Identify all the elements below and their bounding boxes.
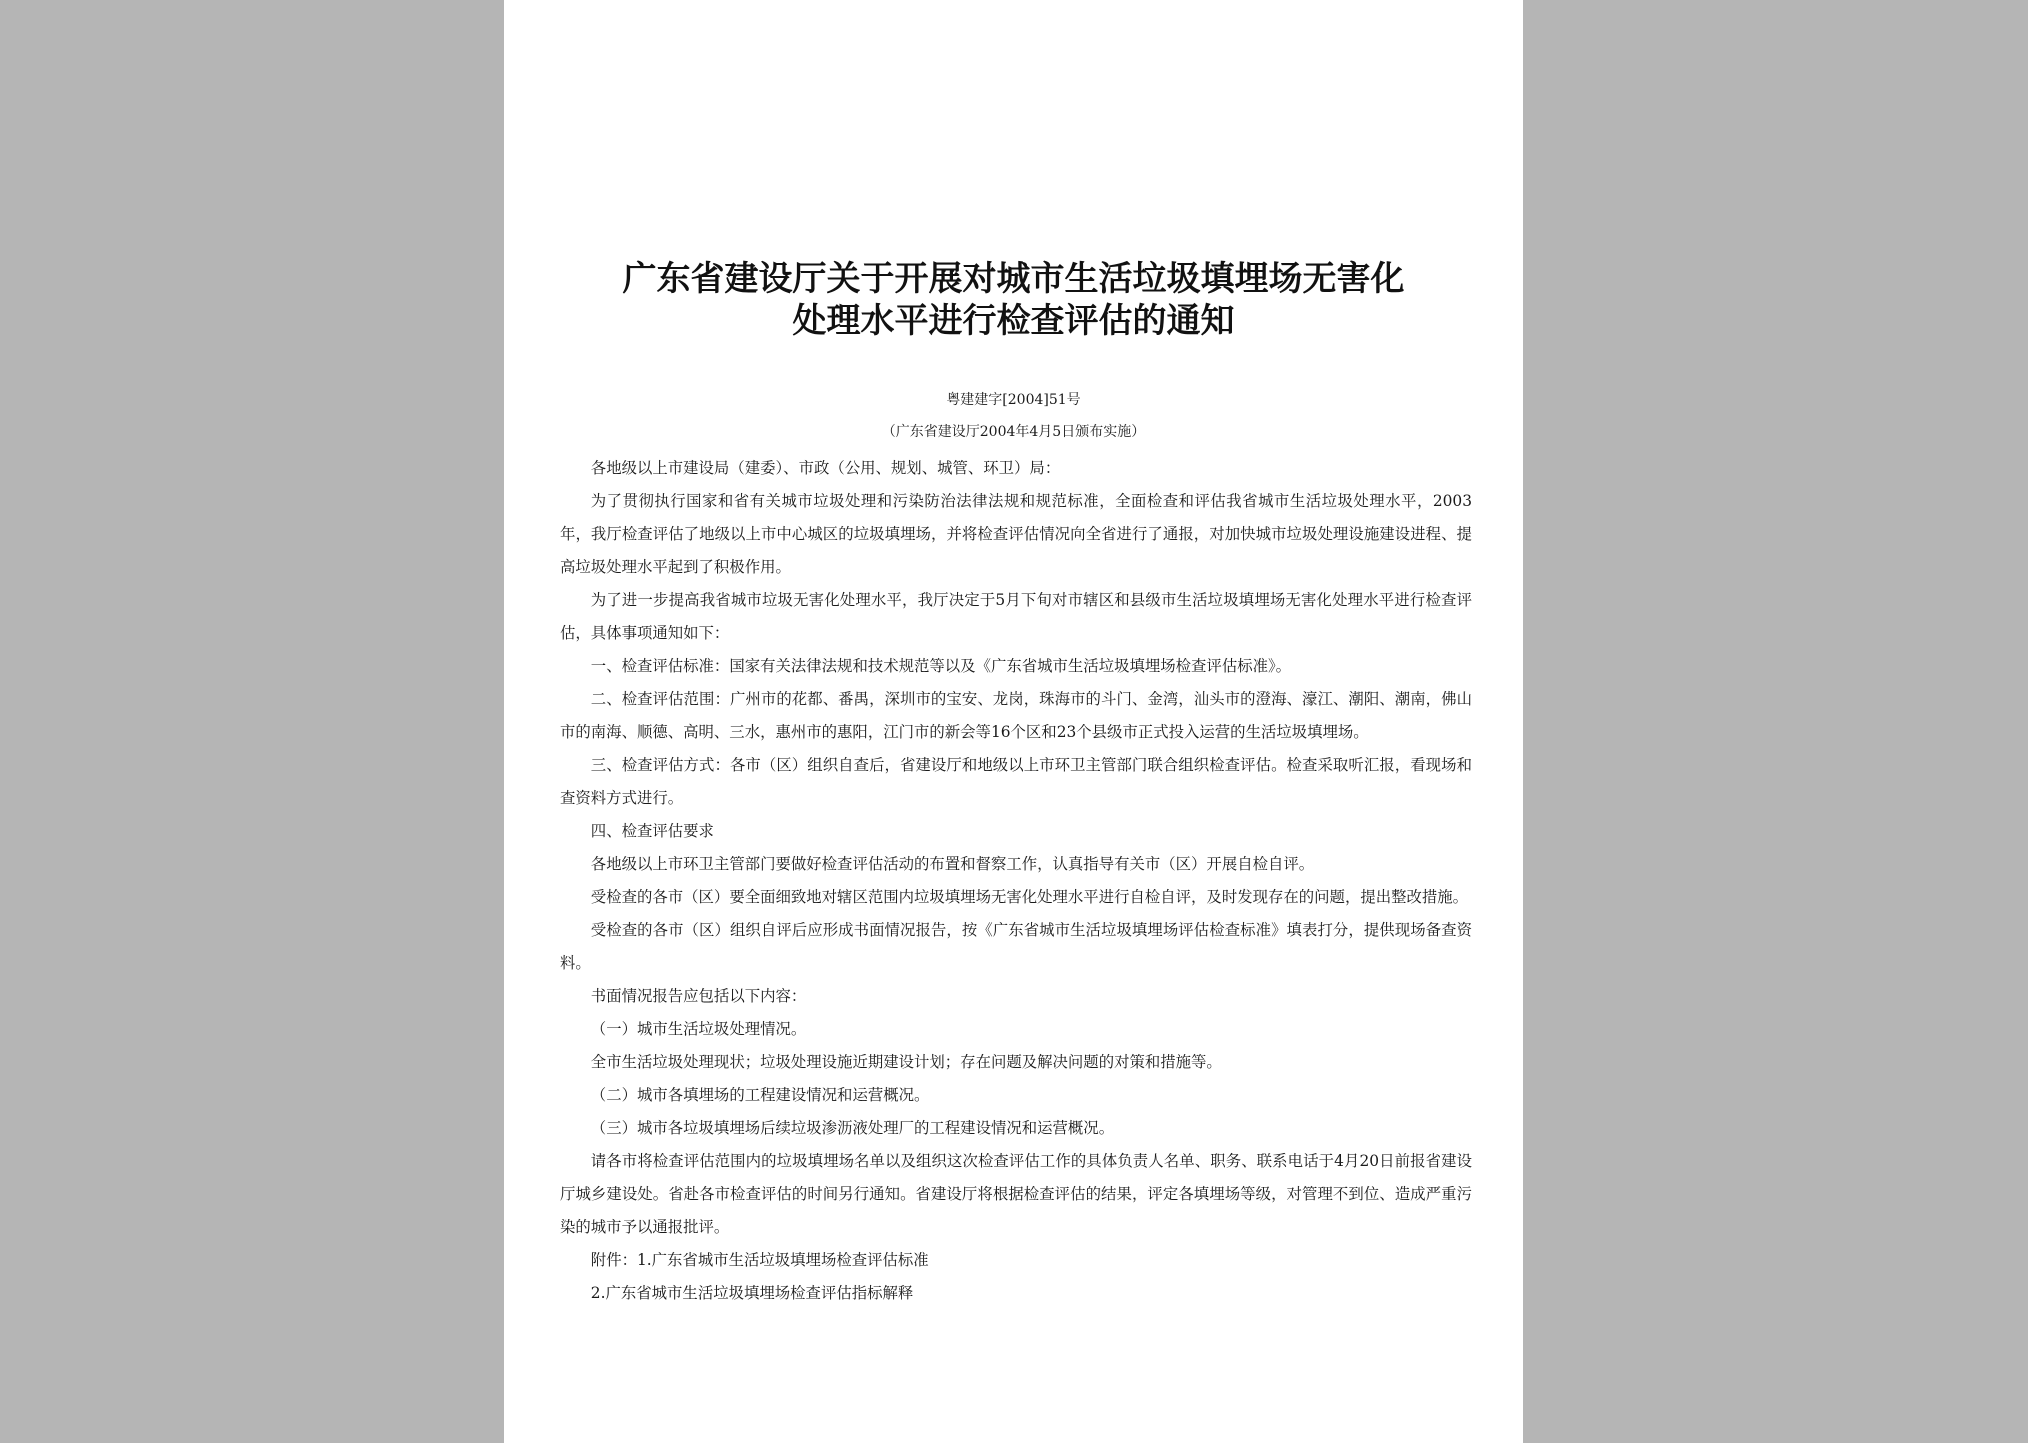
body-paragraph: 受检查的各市（区）组织自评后应形成书面情况报告，按《广东省城市生活垃圾填埋场评估检查标准》填表打分，提供现场备查资料。 [560,921,1472,972]
body-paragraph: 一、检查评估标准：国家有关法律法规和技术规范等以及《广东省城市生活垃圾填埋场检查评估标准》。 [590,657,1292,675]
body-paragraph: 请各市将检查评估范围内的垃圾填埋场名单以及组织这次检查评估工作的具体负责人名单、职务、联系电话于4月20日前报省建设厅城乡建设处。省赴各市检查评估的时间另行通知。省建设厅将根据检查评估的结果，评定各填埋场等级，对管理不到位、造成严重污染的城市予以通报批评。 [560,1152,1472,1236]
body-paragraph: 为了贯彻执行国家和省有关城市垃圾处理和污染防治法律法规和规范标准，全面检查和评估我省城市生活垃圾处理水平，2003年，我厅检查评估了地级以上市中心城区的垃圾填埋场，并将检查评估情况向全省进行了通报，对加快城市垃圾处理设施建设进程、提高垃圾处理水平起到了积极作用。 [560,492,1472,576]
body-paragraph: 各地级以上市建设局（建委）、市政（公用、规划、城管、环卫）局： [590,459,1061,477]
body-paragraph: 受检查的各市（区）要全面细致地对辖区范围内垃圾填埋场无害化处理水平进行自检自评，及时发现存在的问题，提出整改措施。 [590,888,1469,906]
body-paragraph: 各地级以上市环卫主管部门要做好检查评估活动的布置和督察工作，认真指导有关市（区）开展自检自评。 [590,855,1315,873]
body-paragraph: （二）城市各填埋场的工程建设情况和运营概况。 [590,1086,930,1104]
attachment-item: 附件：1.广东省城市生活垃圾填埋场检查评估标准 [590,1251,929,1269]
body-paragraph: 书面情况报告应包括以下内容： [590,987,807,1005]
attachment-item: 2.广东省城市生活垃圾填埋场检查评估指标解释 [590,1284,914,1302]
body-paragraph: 三、检查评估方式：各市（区）组织自查后，省建设厅和地级以上市环卫主管部门联合组织检查评估。检查采取听汇报，看现场和查资料方式进行。 [560,756,1472,807]
title-line-1: 广东省建设厅关于开展对城市生活垃圾填埋场无害化 [622,259,1405,299]
body-paragraph: 为了进一步提高我省城市垃圾无害化处理水平，我厅决定于5月下旬对市辖区和县级市生活垃圾填埋场无害化处理水平进行检查评估，具体事项通知如下： [560,591,1472,642]
document-page [504,0,1523,1443]
body-paragraph: （三）城市各垃圾填埋场后续垃圾渗沥液处理厂的工程建设情况和运营概况。 [590,1119,1115,1137]
body-paragraph: 二、检查评估范围：广州市的花都、番禺，深圳市的宝安、龙岗，珠海市的斗门、金湾，汕头市的澄海、濠江、潮阳、潮南，佛山市的南海、顺德、高明、三水，惠州市的惠阳，江门市的新会等16个区和23个县级市正式投入运营的生活垃圾填埋场。 [560,690,1472,741]
section-heading: 四、检查评估要求 [590,822,714,840]
document-title [544,258,1483,342]
document-number: 粤建建字[2004]51号 [946,392,1081,408]
body-paragraph: 全市生活垃圾处理现状；垃圾处理设施近期建设计划；存在问题及解决问题的对策和措施等。 [590,1053,1222,1071]
body-paragraph: （一）城市生活垃圾处理情况。 [590,1020,807,1038]
issued-note: （广东省建设厅2004年4月5日颁布实施） [881,424,1146,440]
document-body [560,452,1472,1310]
title-line-2: 处理水平进行检查评估的通知 [792,301,1235,341]
